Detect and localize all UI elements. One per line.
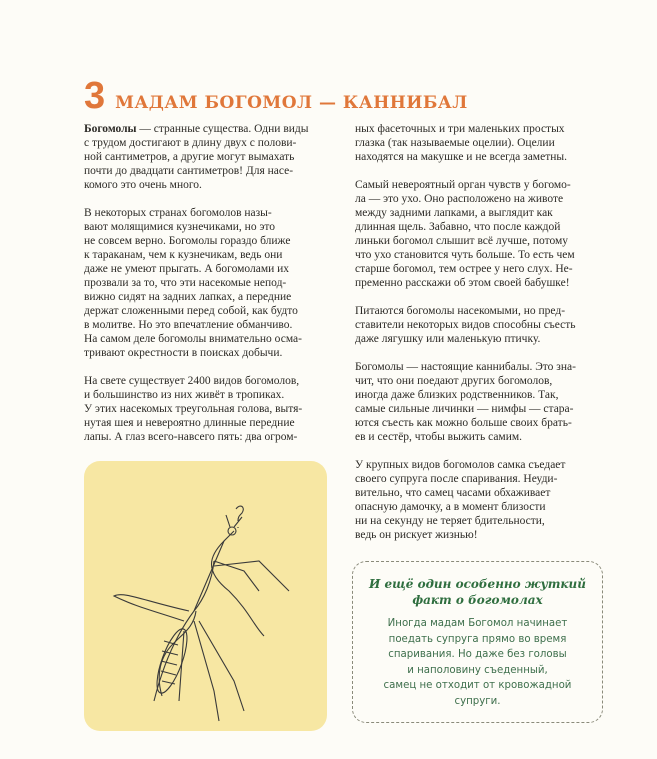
text-line: Иногда мадам Богомол начинает xyxy=(387,618,568,629)
text-line: старше богомол, тем острее у него слух. Не- xyxy=(355,263,573,275)
text-line: к тараканам, чем к кузнечикам, ведь они xyxy=(84,249,283,261)
text-line: лапы. А глаз всего-навсего пять: два огром- xyxy=(84,431,298,443)
text-line: прозвали за то, что эти насекомые непод- xyxy=(84,277,287,289)
chapter-title xyxy=(84,75,468,117)
text-line: самец не отходит от кровожадной xyxy=(383,680,572,691)
text-line: что ухо становится чуть больше. То есть чем xyxy=(355,249,575,261)
text-line: ла — это ухо. Оно расположено на животе xyxy=(355,193,564,205)
text-line: поедать супруга прямо во время xyxy=(388,633,567,645)
text-line: И ещё один особенно жуткий xyxy=(369,577,586,591)
right-column xyxy=(355,122,617,556)
text-line: длинная щель. Забавно, что после каждой xyxy=(355,221,561,233)
text-line: чит, что они поедают других богомолов, xyxy=(355,375,553,387)
paragraph xyxy=(355,122,617,164)
text-line: На свете существует 2400 видов богомолов, xyxy=(84,375,300,387)
text-line: вают молящимися кузнечиками, но это xyxy=(84,221,276,233)
text-line: и наполовину съеденный, xyxy=(407,664,548,676)
text-line: находятся на макушке и не всегда заметны. xyxy=(355,151,567,163)
paragraph xyxy=(355,360,617,444)
bold-term: Богомолы xyxy=(84,123,137,135)
left-column xyxy=(84,122,342,458)
text-line: факт о богомолах xyxy=(412,593,543,607)
text-line: Богомолы — настоящие каннибалы. Это зна- xyxy=(355,361,576,373)
text-line: пременно расскажи об этом своей бабушке! xyxy=(355,277,570,289)
chapter-number: 3 xyxy=(84,75,106,117)
text-line: ведь он рискует жизнью! xyxy=(355,529,478,541)
text-line: вижно сидят на задних лапках, а передние xyxy=(84,291,292,303)
text-line: тривают окрестности в поисках добычи. xyxy=(84,347,283,359)
text-line: и большинство из них живёт в тропиках. xyxy=(84,389,285,401)
text-line: Питаются богомолы насекомыми, но пред- xyxy=(355,305,566,317)
text-line: не совсем верно. Богомолы гораздо ближе xyxy=(84,235,291,247)
paragraph xyxy=(84,374,342,444)
text-line: вительно, что самец часами обхаживает xyxy=(355,487,551,499)
fact-body xyxy=(353,616,602,709)
text-line: У крупных видов богомолов самка съедает xyxy=(355,459,566,471)
text-line: На самом деле богомолы внимательно осма- xyxy=(84,333,302,345)
text-line: линьки богомол слышит всё лучше, потому xyxy=(355,235,569,247)
text-line: Самый невероятный орган чувств у богомо- xyxy=(355,179,571,191)
text-line: ставители некоторых видов способны съесть xyxy=(355,319,576,331)
text-line: опасную дамочку, а в момент близости xyxy=(355,501,546,513)
text-line: ных фасеточных и три маленьких простых xyxy=(355,123,565,135)
text-line: самые сильные личинки — нимфы — стара- xyxy=(355,403,574,415)
paragraph xyxy=(84,206,342,360)
paragraph: Богомолы — странные существа. Одни виды с трудом достигают в длину двух с полови- ной сантиметров, а другие могут вымахать почти до двадцати сантиметров! Для насе- комого это очень много. xyxy=(84,123,309,191)
text-line: иногда даже близких родственников. Так, xyxy=(355,389,559,401)
text-line: даже лягушку или маленькую птичку. xyxy=(355,333,541,345)
text-line: ев и сестёр, чтобы выжить самим. xyxy=(355,431,523,443)
chapter-heading: МАДАМ БОГОМОЛ — КАННИБАЛ xyxy=(115,93,468,113)
mantis-illustration xyxy=(84,461,327,731)
fact-heading xyxy=(353,576,602,608)
paragraph xyxy=(355,304,617,346)
text-line: супруги. xyxy=(454,695,501,707)
text-line: У этих насекомых треугольная голова, вытя- xyxy=(84,403,303,415)
text-line: ни на секунду не теряет бдительности, xyxy=(355,515,545,527)
fact-box xyxy=(352,561,603,723)
mantis-drawing-icon xyxy=(84,461,327,731)
text-line: между задними лапками, а выглядит как xyxy=(355,207,553,219)
text-line: держат сложенными перед собой, как будто xyxy=(84,305,298,317)
text-line: глазка (так называемые оцелии). Оцелии xyxy=(355,137,555,149)
text-line: в молитве. Но это впечатление обманчиво. xyxy=(84,319,293,331)
paragraph xyxy=(355,178,617,290)
text-line: ются съесть как можно больше своих брать- xyxy=(355,417,572,429)
text-line: нутая шея и невероятно длинные передние xyxy=(84,417,295,429)
text-line: спаривания. Но даже без головы xyxy=(388,649,567,660)
text-line: своего супруга после спаривания. Неуди- xyxy=(355,473,558,485)
text-line: даже не умеют прыгать. А богомолами их xyxy=(84,263,290,275)
text-line: В некоторых странах богомолов назы- xyxy=(84,207,272,219)
paragraph xyxy=(355,458,617,542)
